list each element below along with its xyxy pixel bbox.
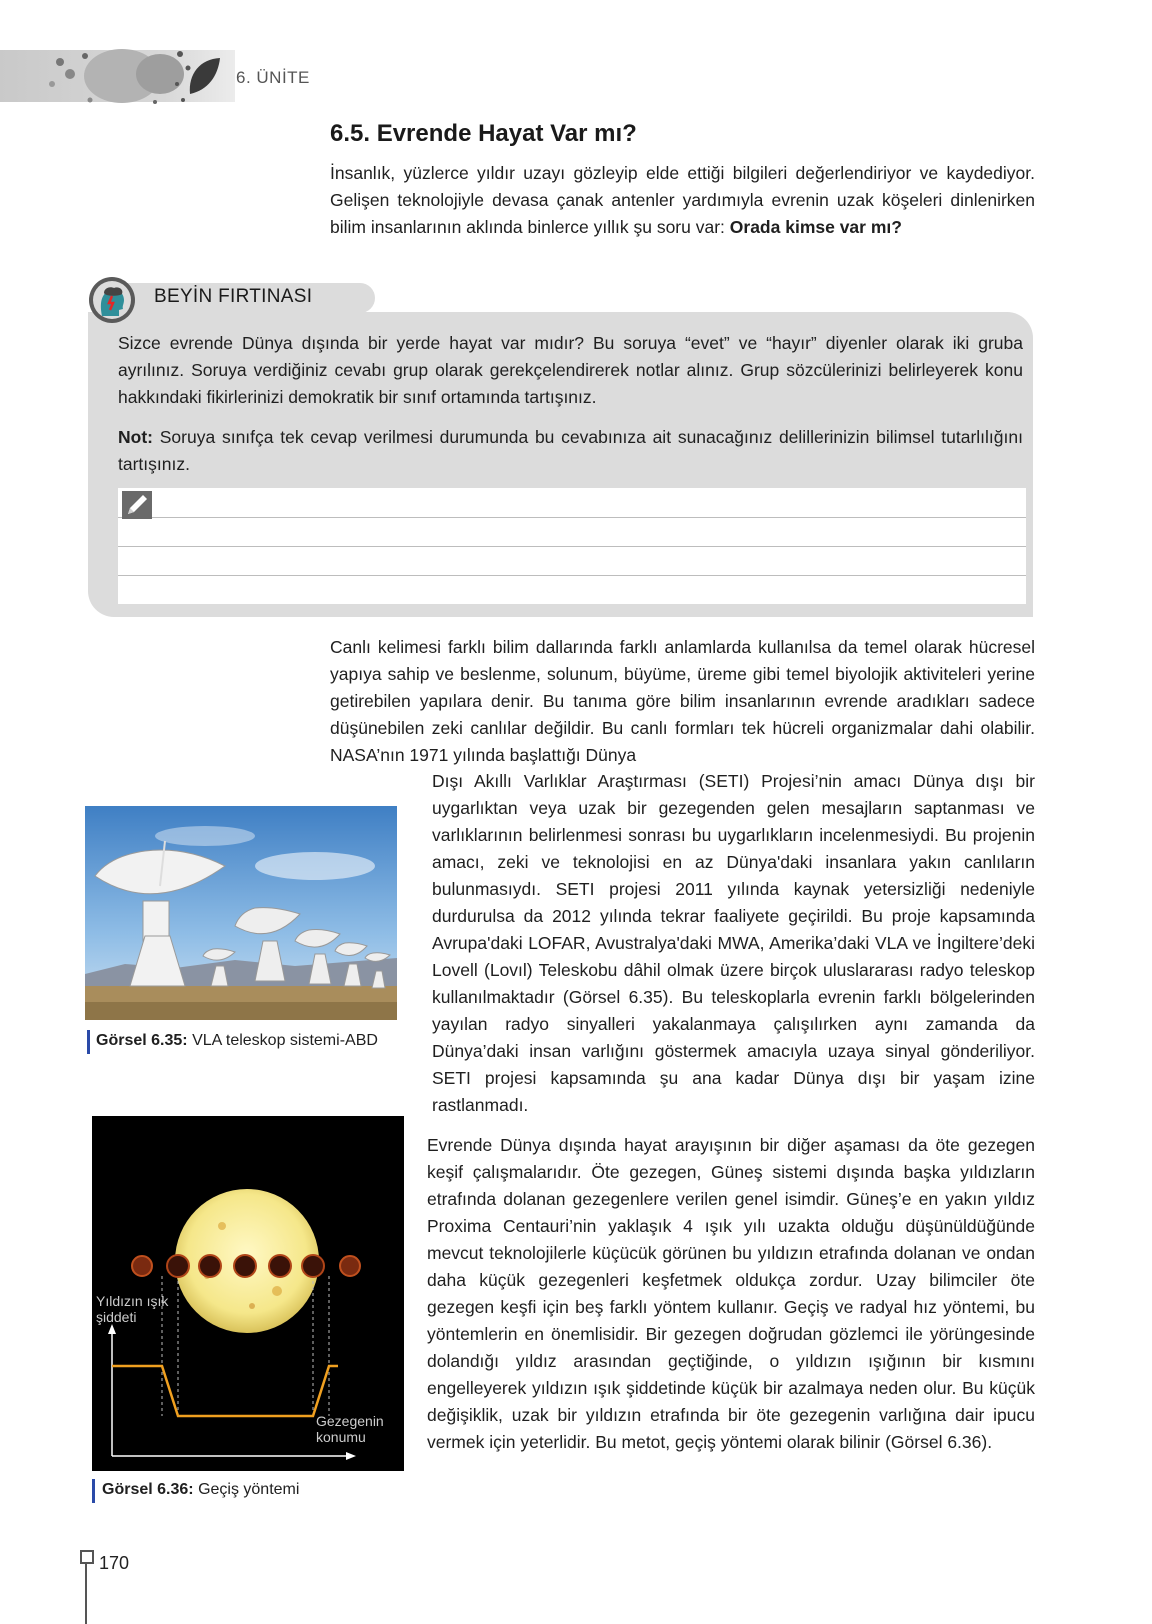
- caption-bar: [87, 1030, 90, 1054]
- intro-text: İnsanlık, yüzlerce yıldır uzayı gözleyip elde ettiği bilgileri değerlendiriyor ve kaydediyor. Gelişen teknolojiyle devasa çanak antenler yardımıyla evrenin uzak köşeleri dinlenirken bilim insanlarının aklında binlerce yıllık şu soru var:: [330, 163, 1035, 237]
- caption-label: Görsel 6.35:: [96, 1032, 188, 1049]
- intro-bold-question: Orada kimse var mı?: [729, 217, 902, 237]
- answer-writing-area[interactable]: [118, 488, 1026, 604]
- answer-line: [118, 575, 1026, 576]
- figure-1-caption: [96, 1032, 378, 1050]
- caption-text: Geçiş yöntemi: [198, 1481, 300, 1498]
- body-paragraph-3: Evrende Dünya dışında hayat arayışının bir diğer aşaması da öte gezegen keşif çalışmalarıdır. Öte gezegen, Güneş sistemi dışında başka yıldızların etrafında dolanan gezegenlere verilen genel isimdir. Güneş’e en yakın yıldız Proxima Centauri’nin yaklaşık 4 ışık yılı uzakta olduğu düşünüldüğünde mevcut teknolojilerle küçücük görünen bu yıldızın etrafında dolanan ve ondan daha küçük gezegenleri keşfetmek oldukça zordur. Uzay bilimciler öte gezegen keşfi için beş farklı yöntem kullanır. Geçiş ve radyal hız yöntemi, bu yöntemlerin en önemlisidir. Bir gezegen doğrudan gözlemci ile yörüngesinde dolandığı yıldız arasından geçtiğinde, o yıldızın ışığının bir kısmını engelleyerek yıldızın ışık şiddetinde küçük bir azalmaya neden olur. Bu küçük değişiklik, uzak bir yıldızın etrafında bir öte gezegenin varlığına dair ipucu vermek için yeterlidir. Bu metot, geçiş yöntemi olarak bilinir (Görsel 6.36).: [427, 1135, 1035, 1452]
- x-axis-label-line-1: Gezegenin: [316, 1413, 384, 1429]
- brainstorm-question: Sizce evrende Dünya dışında bir yerde hayat var mıdır? Bu soruya “evet” ve “hayır” diyenler olarak iki gruba ayrılınız. Soruya verdiğiniz cevabı grup olarak gerekçelendirerek notlar alınız. Grup sözcülerinizi belirleyerek konu hakkındaki fikirlerinizi demokratik bir sınıf ortamında tartışınız.: [118, 333, 1023, 407]
- y-axis-label-line-1: Yıldızın ışık: [96, 1293, 169, 1309]
- answer-line: [118, 517, 1026, 518]
- body-paragraph-1: Canlı kelimesi farklı bilim dallarında farklı anlamlarda kullanılsa da temel olarak hücresel yapıya sahip ve beslenme, solunum, büyüme, üreme gibi temel biyolojik aktiviteleri yerine getirebilen yapılara denir. Bu tanıma göre bilim insanlarının evrende aradıkları sadece düşünebilen zeki canlılar değildir. Bu canlı formları tek hücreli organizmalar dahi olabilir. NASA’nın 1971 yılında başlattığı Dünya: [330, 637, 1035, 765]
- pencil-icon: [121, 490, 153, 520]
- unit-label: 6. ÜNİTE: [236, 68, 310, 87]
- brainstorm-label: BEYİN FIRTINASI: [154, 286, 313, 307]
- x-axis-label-line-2: konumu: [316, 1429, 366, 1445]
- note-text: Soruya sınıfça tek cevap verilmesi durumunda bu cevabınıza ait sunacağınız delillerinizin bilimsel tutarlılığını tartışınız.: [118, 427, 1023, 474]
- footer-line: [85, 1558, 87, 1624]
- figure-2-caption: [102, 1481, 299, 1499]
- footer-marker: [80, 1550, 94, 1564]
- answer-line: [118, 546, 1026, 547]
- body-paragraph-2: Dışı Akıllı Varlıklar Araştırması (SETI) Projesi’nin amacı Dünya dışı bir uygarlıktan veya uzak bir gezegenden gelen mesajların saptanması ve varlıklarının belirlenmesi sonrası bu uygarlıkların incelenmesiydi. Bu projenin amacı, zeki ve teknolojisi en az Dünya'daki insanlara yakın canlıların bulunmasıydı. SETI projesi 2011 yılında kaynak yetersizliği nedeniyle durdurulsa da 2012 yılında tekrar faaliyete geçirildi. Bu proje kapsamında Avrupa'daki LOFAR, Avustralya'daki MWA, Amerika’daki VLA ve İngiltere’deki Lovell (Lovıl) Teleskobu dâhil olmak üzere birçok uluslararası radyo teleskop kullanılmaktadır (Görsel 6.35). Bu teleskoplarla evrenin farklı bölgelerinden yayılan radyo sinyalleri yakalanmaya çalışılırken aynı zamanda da Dünya’daki insan varlığını göstermek amacıyla uzaya sinyal gönderiliyor. SETI projesi kapsamında şu ana kadar Dünya dışı bir yaşam izine rastlanmadı.: [432, 771, 1035, 1115]
- note-label: Not:: [118, 427, 153, 447]
- header-decoration: [30, 44, 240, 110]
- page-number: 170: [99, 1553, 130, 1573]
- transit-method-diagram: [92, 1116, 404, 1471]
- caption-text: VLA teleskop sistemi-ABD: [192, 1032, 378, 1049]
- brainstorm-note: [118, 424, 1023, 478]
- vla-telescope-photo: [85, 806, 397, 1020]
- section-title: 6.5. Evrende Hayat Var mı?: [330, 120, 637, 147]
- caption-bar: [92, 1479, 95, 1503]
- caption-label: Görsel 6.36:: [102, 1481, 194, 1498]
- intro-paragraph: [330, 160, 1035, 241]
- brain-storm-icon: [88, 276, 136, 324]
- y-axis-label-line-2: şiddeti: [96, 1309, 137, 1325]
